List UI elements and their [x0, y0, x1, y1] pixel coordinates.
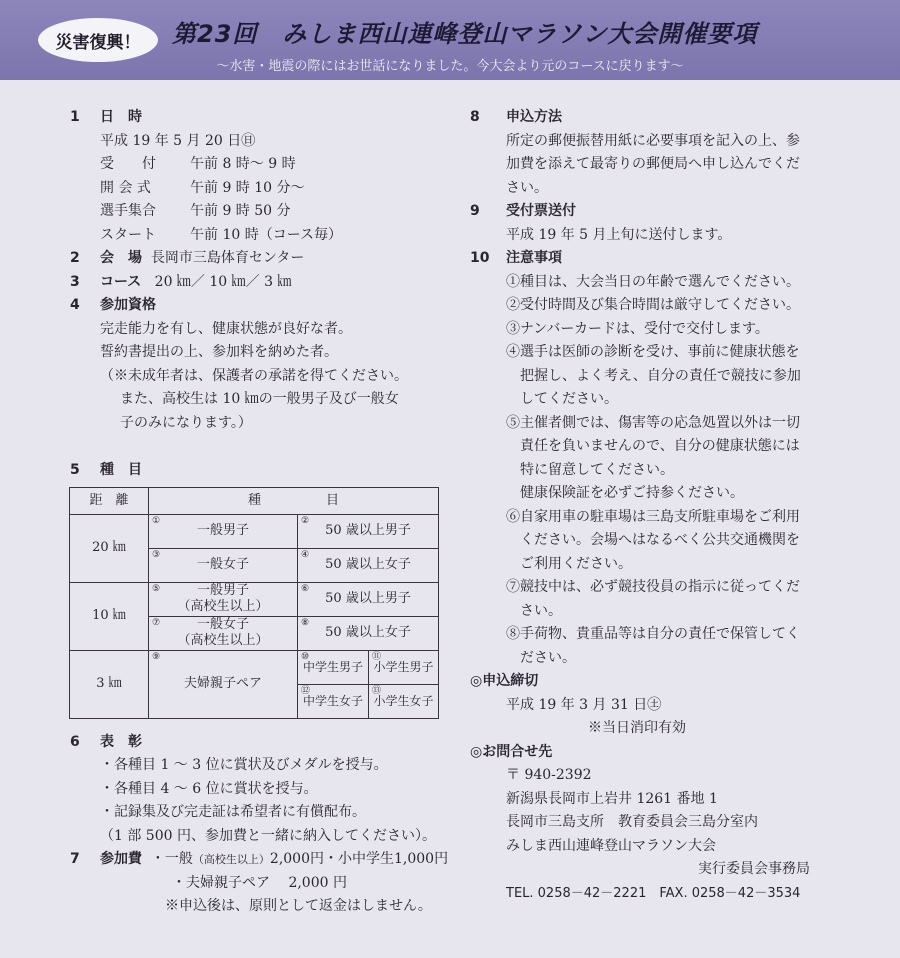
schedule-item: 受 付 午前 8 時～ 9 時: [100, 156, 296, 172]
section-1-heading: [70, 106, 470, 130]
event-cell: ⑫ 中学生女子: [298, 684, 369, 718]
schedule-item: スタート 午前 10 時（コース毎）: [100, 226, 343, 243]
note-line: してください。: [506, 391, 618, 407]
eligibility-note: （※未成年者は、保護者の承諾を得てください。: [100, 367, 408, 384]
award-line: ・各種目 4 ～ 6 位に賞状を授与。: [100, 780, 318, 797]
distance-cell: 3 ㎞: [70, 650, 149, 718]
award-line: ・記録集及び完走証は希望者に有償配布。: [100, 804, 366, 820]
column-header-event: 種 目: [149, 487, 439, 514]
distance-cell: 20 ㎞: [70, 514, 149, 582]
schedule-item: 選手集合 午前 9 時 50 分: [100, 203, 291, 219]
note-line: ださい。: [506, 649, 576, 666]
section-title: 日 時: [100, 109, 142, 125]
award-note: （1 部 500 円、参加費と一緒に納入してください）。: [100, 827, 436, 844]
event-cell: ⑬ 小学生女子: [369, 684, 439, 718]
section-3: 3 コース 20 ㎞／ 10 ㎞／ 3 ㎞: [70, 273, 292, 290]
event-cell: ⑪ 小学生男子: [369, 650, 439, 684]
distance-cell: 10 ㎞: [70, 582, 149, 650]
section-5-heading: 5 種 目: [70, 462, 142, 478]
event-cell: ⑨ 夫婦親子ペア: [149, 650, 298, 718]
note-line: さい。: [506, 602, 562, 619]
event-cell: ② 50 歳以上男子: [298, 514, 439, 548]
address-line: 実行委員会事務局: [698, 861, 810, 877]
right-column: [470, 106, 890, 905]
postmark-note: ※当日消印有効: [588, 720, 686, 736]
application-line: 所定の郵便振替用紙に必要事項を記入の上、参: [506, 132, 800, 149]
section-10-heading: 10 注意事項: [470, 250, 562, 266]
table-row: [70, 582, 439, 616]
phone-fax: TEL. 0258－42－2221 FAX. 0258－42－3534: [506, 885, 801, 901]
award-line: ・各種目 1 ～ 3 位に賞状及びメダルを授与。: [100, 757, 388, 773]
application-line: 加費を添えて最寄りの郵便局へ申し込んでくだ: [506, 156, 800, 172]
note-line: ください。会場へはなるべく公共交通機関を: [506, 532, 800, 548]
notes-list: [470, 271, 890, 671]
section-4-heading: 4 参加資格: [70, 297, 156, 313]
section-8-heading: 8 申込方法: [470, 109, 562, 125]
header-banner: [0, 0, 900, 80]
events-table: [69, 487, 439, 719]
event-cell: ⑦ 一般女子 （高校生以上）: [149, 616, 298, 650]
refund-note: ※申込後は、原則として返金はしません。: [165, 898, 432, 914]
event-cell: ⑩ 中学生男子: [298, 650, 369, 684]
schedule-item: 開 会 式 午前 9 時 10 分～: [100, 179, 305, 196]
left-column: [70, 106, 470, 919]
note-line: 把握し、よく考え、自分の責任で競技に参加: [506, 367, 801, 384]
event-cell: ④ 50 歳以上女子: [298, 548, 439, 582]
event-cell: ⑧ 50 歳以上女子: [298, 616, 439, 650]
fee-line: ・夫婦親子ペア 2,000 円: [172, 874, 347, 891]
note-line: ご利用ください。: [506, 555, 632, 572]
event-cell: ⑤ 一般男子 （高校生以上）: [149, 582, 298, 616]
deadline-date: 平成 19 年 3 月 31 日㊏: [506, 696, 662, 713]
postal-code: 〒 940-2392: [506, 767, 592, 783]
note-line: 責任を負いませんので、自分の健康状態には: [506, 438, 800, 454]
note-line: ⑥自家用車の駐車場は三島支所駐車場をご利用: [506, 508, 800, 525]
note-line: 健康保険証を必ずご持参ください。: [506, 485, 744, 501]
eligibility-note: 子のみになります。）: [120, 414, 252, 431]
note-line: ①種目は、大会当日の年齢で選んでください。: [506, 273, 800, 290]
table-row: [70, 650, 439, 684]
event-cell: ③ 一般女子: [149, 548, 298, 582]
address-line: 新潟県長岡市上岩井 1261 番地 1: [506, 790, 718, 807]
page-subtitle: ～水害・地震の際にはお世話になりました。今大会より元のコースに戻ります～: [216, 59, 684, 74]
page-title: 第23回 みしま西山連峰登山マラソン大会開催要項: [172, 20, 758, 48]
note-line: ⑧手荷物、貴重品等は自分の責任で保管してく: [506, 626, 800, 642]
note-line: ③ナンバーカードは、受付で交付します。: [506, 320, 769, 337]
deadline-heading: ◎申込締切: [470, 673, 539, 689]
note-line: ②受付時間及び集合時間は厳守してください。: [506, 297, 800, 313]
contact-heading: ◎お問合せ先: [470, 743, 553, 760]
section-9-heading: 9 受付票送付: [470, 203, 576, 219]
note-line: 特に留意してください。: [506, 461, 674, 478]
table-row: [70, 514, 439, 548]
event-cell: ⑥ 50 歳以上男子: [298, 582, 439, 616]
address-line: みしま西山連峰登山マラソン大会: [506, 837, 716, 854]
event-cell: ① 一般男子: [149, 514, 298, 548]
section-6-heading: 6 表 彰: [70, 733, 142, 750]
address-line: 長岡市三島支所 教育委員会三島分室内: [506, 814, 758, 830]
note-line: ④選手は医師の診断を受け、事前に健康状態を: [506, 344, 800, 360]
column-header-distance: 距 離: [70, 487, 149, 514]
note-line: ⑤主催者側では、傷害等の応急処置以外は一切: [506, 414, 800, 431]
section-2: 2 会 場 長岡市三島体育センター: [70, 250, 305, 266]
receipt-line: 平成 19 年 5 月上旬に送付します。: [506, 226, 732, 243]
application-line: さい。: [506, 179, 548, 196]
section-7: 7 参加費 ・一般 （高校生以上） 2,000円・小中学生1,000円: [70, 851, 449, 867]
event-date: 平成 19 年 5 月 20 日㊐: [100, 132, 256, 149]
note-line: ⑦競技中は、必ず競技役員の指示に従ってくだ: [506, 579, 800, 595]
section-number: 1: [70, 109, 80, 125]
eligibility-line: 完走能力を有し、健康状態が良好な者。: [100, 320, 352, 337]
disaster-recovery-badge: 災害復興！: [38, 18, 158, 62]
table-header-row: [70, 487, 439, 514]
eligibility-note: また、高校生は 10 ㎞の一般男子及び一般女: [120, 391, 399, 407]
eligibility-line: 誓約書提出の上、参加料を納めた者。: [100, 344, 338, 360]
